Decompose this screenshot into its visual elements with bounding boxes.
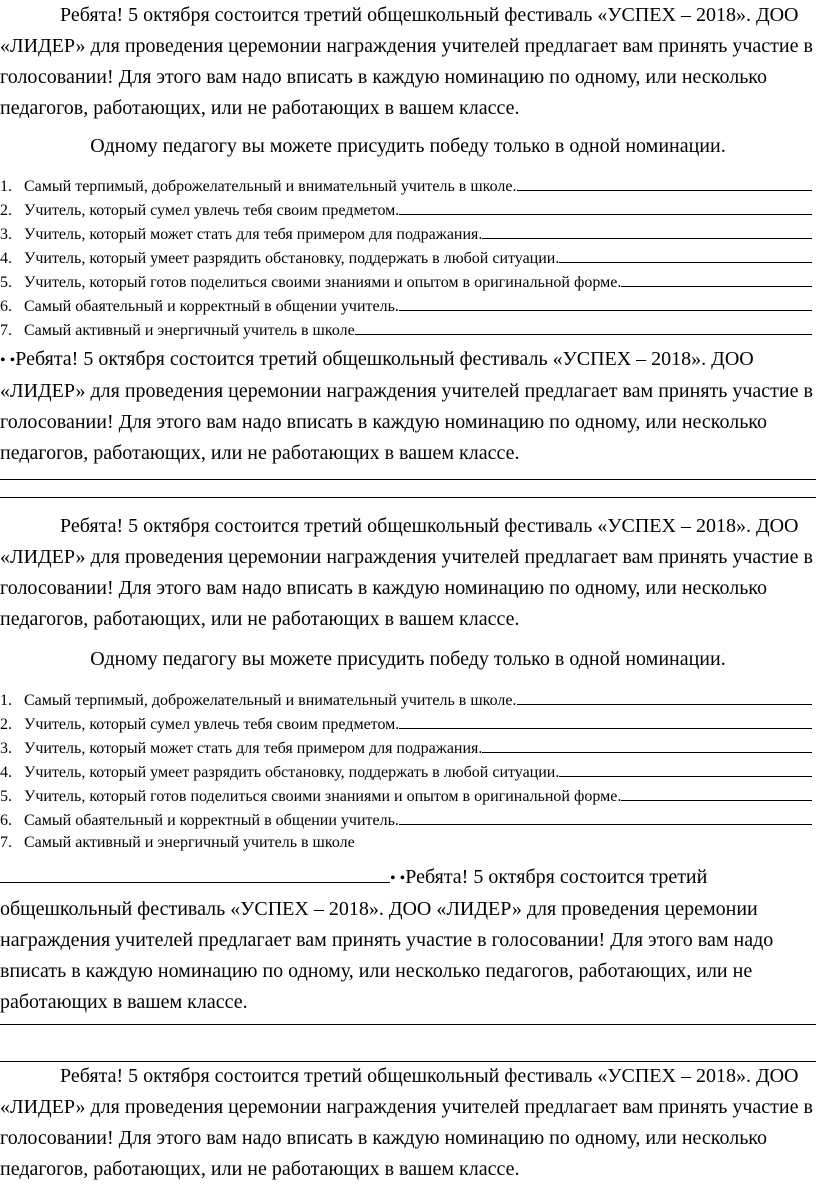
rule-paragraph-2: Одному педагогу вы можете присудить победу только в одной номинации.: [90, 648, 726, 670]
intro-paragraph-bulleted-1: [0, 344, 816, 469]
answer-blank[interactable]: [399, 197, 812, 215]
intro-text: Ребята! 5 октября состоится третий общешкольный фестиваль «УСПЕХ – 2018». ДОО «ЛИДЕР» для проведения церемонии награждения учителей предлагает вам принять участие в голосовании! Для этого вам надо вписать в каждую номинацию по одному, или несколько педагогов, работающих, или не работающих в вашем классе.: [0, 1065, 813, 1180]
nomination-item: 6. Самый обаятельный и корректный в общении учитель.: [0, 807, 816, 831]
nomination-item: 6. Самый обаятельный и корректный в общении учитель.: [0, 293, 816, 317]
nomination-list-2: [0, 687, 816, 855]
answer-blank[interactable]: [399, 293, 812, 311]
intro-text: Ребята! 5 октября состоится третий общешкольный фестиваль «УСПЕХ – 2018». ДОО «ЛИДЕР» для проведения церемонии награждения учителей предлагает вам принять участие в голосовании! Для этого вам надо вписать в каждую номинацию по одному, или несколько педагогов, работающих, или не работающих в вашем классе.: [0, 866, 774, 1013]
answer-blank[interactable]: [399, 807, 812, 825]
intro-text: Ребята! 5 октября состоится третий общешкольный фестиваль «УСПЕХ – 2018». ДОО «ЛИДЕР» для проведения церемонии награждения учителей предлагает вам принять участие в голосовании! Для этого вам надо вписать в каждую номинацию по одному, или несколько педагогов, работающих, или не работающих в вашем классе.: [0, 4, 813, 119]
nomination-item: 4. Учитель, который умеет разрядить обстановку, поддержать в любой ситуации.: [0, 759, 816, 783]
nomination-item: 7. Самый активный и энергичный учитель в школе: [0, 317, 816, 341]
intro-text: Ребята! 5 октября состоится третий общешкольный фестиваль «УСПЕХ – 2018». ДОО «ЛИДЕР» для проведения церемонии награждения учителей предлагает вам принять участие в голосовании! Для этого вам надо вписать в каждую номинацию по одному, или несколько педагогов, работающих, или не работающих в вашем классе.: [0, 348, 813, 464]
answer-blank[interactable]: [621, 269, 812, 287]
bullet-icon: • •: [390, 870, 406, 887]
nomination-item: 5. Учитель, который готов поделиться своими знаниями и опытом в оригинальной форме.: [0, 783, 816, 807]
answer-blank[interactable]: [517, 687, 812, 705]
answer-blank[interactable]: [559, 245, 812, 263]
nomination-item: 3. Учитель, который может стать для тебя примером для подражания.: [0, 221, 816, 245]
nomination-item: 5. Учитель, который готов поделиться своими знаниями и опытом в оригинальной форме.: [0, 269, 816, 293]
answer-blank[interactable]: [0, 862, 390, 883]
intro-paragraph-bulleted-2: [0, 862, 816, 1018]
nomination-list-1: [0, 173, 816, 341]
nomination-item: 4. Учитель, который умеет разрядить обстановку, поддержать в любой ситуации.: [0, 245, 816, 269]
answer-rule[interactable]: [0, 479, 816, 480]
answer-blank[interactable]: [621, 783, 812, 801]
answer-blank[interactable]: [399, 711, 812, 729]
intro-text: Ребята! 5 октября состоится третий общешкольный фестиваль «УСПЕХ – 2018». ДОО «ЛИДЕР» для проведения церемонии награждения учителей предлагает вам принять участие в голосовании! Для этого вам надо вписать в каждую номинацию по одному, или несколько педагогов, работающих, или не работающих в вашем классе.: [0, 515, 813, 630]
answer-blank[interactable]: [517, 173, 812, 191]
answer-blank[interactable]: [482, 735, 812, 753]
separator-line: [0, 497, 816, 498]
nomination-item: 1. Самый терпимый, доброжелательный и внимательный учитель в школе.: [0, 173, 816, 197]
intro-paragraph-3: [0, 1061, 816, 1185]
answer-blank[interactable]: [355, 317, 812, 335]
nomination-item: 2. Учитель, который сумел увлечь тебя своим предметом.: [0, 197, 816, 221]
nomination-item: 7. Самый активный и энергичный учитель в школе: [0, 834, 355, 851]
nomination-item: 3. Учитель, который может стать для тебя примером для подражания.: [0, 735, 816, 759]
answer-rule[interactable]: [0, 1024, 816, 1025]
rule-paragraph-1: Одному педагогу вы можете присудить победу только в одной номинации.: [90, 135, 726, 157]
intro-paragraph-2: [0, 511, 816, 635]
answer-blank[interactable]: [482, 221, 812, 239]
intro-paragraph-1: [0, 0, 816, 124]
bullet-icon: • •: [0, 352, 16, 369]
nomination-item: 1. Самый терпимый, доброжелательный и внимательный учитель в школе.: [0, 687, 816, 711]
nomination-item: 2. Учитель, который сумел увлечь тебя своим предметом.: [0, 711, 816, 735]
answer-blank[interactable]: [559, 759, 812, 777]
